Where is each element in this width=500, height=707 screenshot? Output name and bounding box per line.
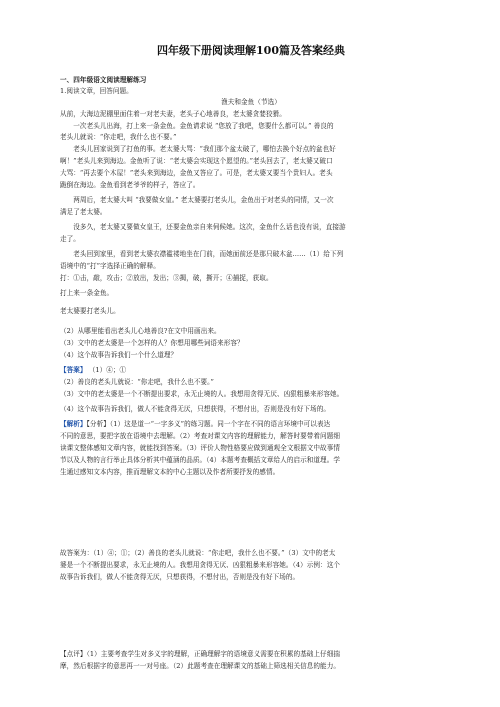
comment-line: 【点评】（1）主要考查学生对多义字的理解，正确理解字的语境意义需要在积累的基础上仔细揣 <box>60 650 340 658</box>
answer-item: （4）这个故事告诉我们，做人不能贪得无厌，只想获得，不想付出，否则是没有好下场的。 <box>60 405 330 413</box>
comment-line: 摩，然后根据字的意思再一一对号座。（2）此题考查在理解课文的基础上筛选相关信息的能力。 <box>60 662 340 670</box>
definition-line: 打：①击，敲，攻击；②放出，发出；③揭，破，撕开；④捕捉，获取。 <box>60 274 273 282</box>
analysis-line: 不同的意思，要把字放在语境中去理解。（2）考查对课文内容的理解能力，解答时要带着问题细 <box>60 432 340 440</box>
story-line: 走了。 <box>60 235 80 243</box>
question-item: （2）从哪里能看出老头儿心地善良?在文中用画出来。 <box>60 327 221 335</box>
answer-item: （3）文中的老太婆是一个不断提出要求，永无止境的人。我想用贪得无厌、凶狠粗暴来形容她。 <box>60 390 344 398</box>
question-item: （3）文中的老太婆是一个怎样的人？你想用哪些词语来形容？ <box>60 339 244 347</box>
answer-label: 【答案】 <box>60 366 87 374</box>
story-line: 老头回到家里，看到老太婆衣襟褴褛地坐在门前，而她面前还是那只破木盆……（1）给下列 <box>60 250 344 258</box>
summary-line: 婆是一个不断提出要求，永无止境的人。我想用贪得无厌、凶狠粗暴来形容她。（4）示例：这个 <box>60 561 340 569</box>
story-line: 老头儿回家说到了打鱼的事。老太婆大骂：“我们那个盆太破了，哪怕去换个好点的盆也好 <box>60 145 336 153</box>
answer-value: （1）④；① <box>88 366 127 374</box>
analysis-line: 【解析】【分析】（1）这是道一“一字多义”的练习题。同一个字在不同的语言环境中可以表达 <box>60 420 331 428</box>
answer-line <box>60 366 442 375</box>
story-line: 老头儿就说：“你走吧，我什么也不要。” <box>60 133 177 141</box>
analysis-line: 节以及人物的言行举止具体分析其中蕴涵的品质。（4）本题考查概括文章给人的启示和道理。学 <box>60 456 340 464</box>
summary-line: 故答案为：（1）④；①；（2）善良的老头儿就说：“你走吧，我什么也不要。”（3）文中的老太 <box>60 549 336 557</box>
story-line: 大骂：“再去要个木屋！”老头来到海边，金鱼又答应了。可是，老太婆又要当个贵妇人。老头 <box>60 169 333 177</box>
story-line: 满足了老太婆。 <box>60 208 107 216</box>
story-line: 跪倒在海边。金鱼看到老爷爷的样子，答应了。 <box>60 181 200 189</box>
story-line: 一次老头儿出海，打上来一条金鱼。金鱼请求说 “您放了我吧，您要什么都可以。” 善良的 <box>60 122 334 130</box>
question-item: 老太婆要打老头儿。 <box>60 307 120 315</box>
analysis-line: 生通过感知文本内容，推而理解文本的中心主题以及作者所要抒发的感情。 <box>60 468 280 476</box>
story-line: 语境中的“打”字选择正确的解释。 <box>60 262 160 270</box>
question-item: （4）这个故事告诉我们一个什么道理？ <box>60 351 178 359</box>
story-line: 啊！”老头儿来到海边。金鱼听了说：“老太婆会实现这个愿望的。”老头回去了，老太婆又破口 <box>60 157 333 165</box>
page-title: 四年级下册阅读理解100篇及答案经典 <box>157 44 345 57</box>
section-heading: 一、四年级语文阅读理解练习 <box>60 76 147 84</box>
answer-item: （2）善良的老头儿就说：“你走吧，我什么也不要。” <box>60 378 214 386</box>
question-item: 打上来一条金鱼。 <box>60 289 114 297</box>
analysis-label: 【解析】 <box>60 420 87 428</box>
question-intro: 1.阅读文章，回答问题。 <box>60 87 133 95</box>
analysis-line: 读课文整体感知文章内容，就能找到答案。（3）评价人物性格要应做到通观全文根据文中故事情 <box>60 444 340 452</box>
story-line: 没多久，老太婆又要做女皇王，还要金鱼亲自来伺候她。这次，金鱼什么话也没有说，直接游 <box>60 223 346 231</box>
story-line: 两周后，老太婆大叫 “我要做女皇。” 老太婆要打老头儿，金鱼出于对老头的同情，又一次 <box>60 196 334 204</box>
summary-line: 故事告诉我们，做人不能贪得无厌，只想获得，不想付出，否则是没有好下场的。 <box>60 573 300 581</box>
story-line: 从前，大海边泥棚里面住着一对老夫妻，老头子心地善良，老太婆贪婪狡猾。 <box>60 110 286 118</box>
story-title: 渔夫和金鱼（节选） <box>221 98 281 106</box>
